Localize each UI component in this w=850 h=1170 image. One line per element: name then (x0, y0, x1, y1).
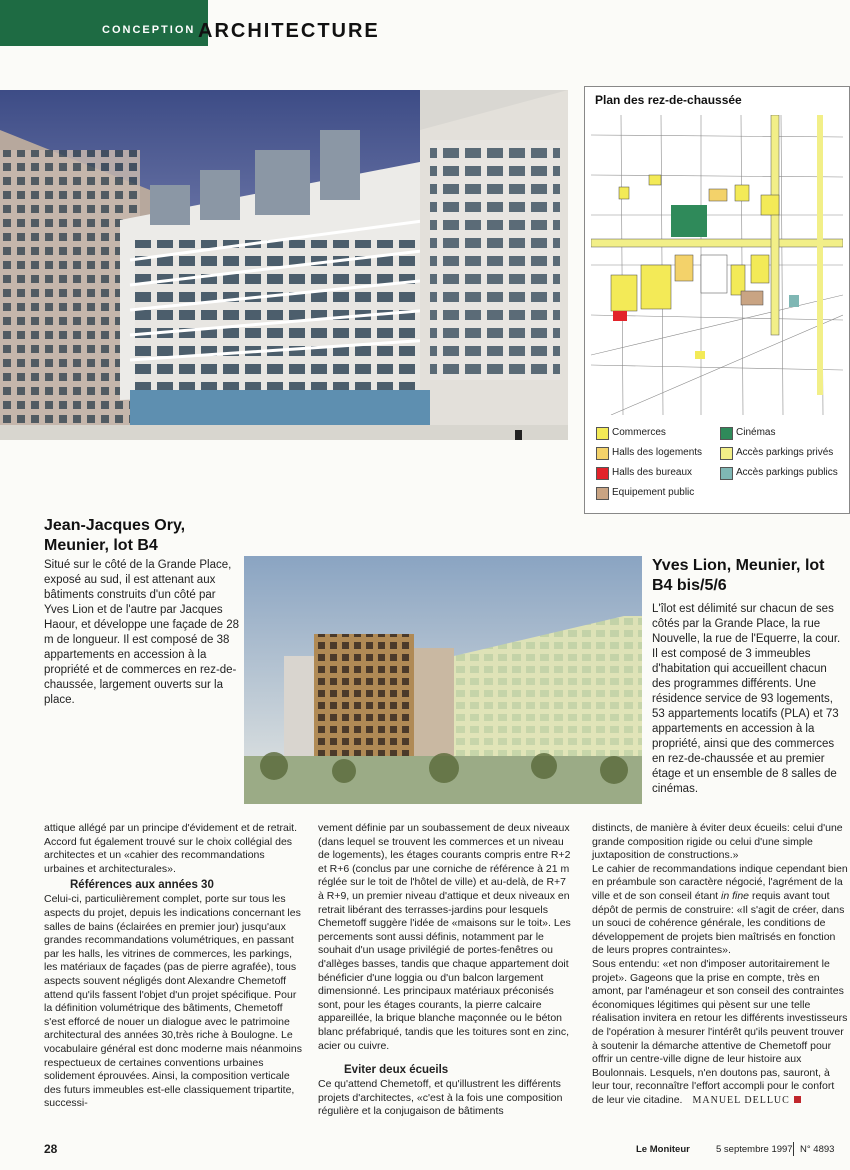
plan-title: Plan des rez-de-chaussée (595, 93, 742, 107)
issue-date: 5 septembre 1997 (716, 1144, 793, 1155)
building-rendering-lot-b4bis (244, 556, 642, 804)
end-mark (794, 1096, 801, 1103)
page-number: 28 (44, 1142, 58, 1156)
paragraph: distincts, de manière à éviter deux écueils: celui d'une grande composition rigide ou celui d'une simple juxtaposition de constructions.» (592, 822, 843, 862)
subheading: Références aux années 30 (70, 879, 214, 892)
caption-heading-lot-b4: Jean-Jacques Ory, Meunier, lot B4 (44, 517, 186, 554)
section-label: CONCEPTION (102, 24, 196, 36)
subheading: Eviter deux écueils (344, 1064, 449, 1077)
legend-swatch (720, 427, 733, 440)
legend-swatch (596, 487, 609, 500)
footer-divider (793, 1142, 794, 1156)
section-title: ARCHITECTURE (198, 20, 380, 42)
issue-number: N° 4893 (800, 1144, 835, 1155)
caption-heading-lot-b4bis: Yves Lion, Meunier, lot B4 bis/5/6 (652, 557, 825, 594)
paragraph: Le cahier de recommandations indique cependant bien en préambule son caractère négocié, l'agrément de la ville et de son conseil étant in fine requis avant tout dépôt de permis de construire: «Il s'agit de créer, dans un souci de cohérence générale, les conditions de développement de projets bien maîtrisés en fonction de leurs propres contraintes». (592, 862, 848, 957)
paragraph: Celui-ci, particulièrement complet, porte sur tous les aspects du projet, depuis les indications concernant les salles de bains (éclairées en premier jour) jusqu'aux grandes recommandations volumétriques, en passant par les halls, les vitrines de commerces, les parkings, les matériaux de façades (pas de pierre agrafée), tous aspects souvent négligés dont Alexandre Chemetoff attend qu'ils fassent l'objet d'un projet spécifique. Pour la définition volumétrique des bâtiments, Chemetoff s'est efforcé de nouer un dialogue avec le patrimoine architectural des années 30,très riche à Boulogne. Le vocabulaire général est donc moderne mais néanmoins respectueux de certaines conventions urbaines solidement éprouvées. Ainsi, la composition verticale des futurs immeubles est-elle classiquement tripartite, successi- (44, 893, 302, 1110)
plan-legend: Commerces Cinémas Halls des logements Accès parkings privés Halls des bureaux Accès parkings publics Equipement public (592, 424, 842, 510)
author-signature: MANUEL DELLUC (692, 1094, 790, 1106)
paragraph: Ce qu'attend Chemetoff, et qu'illustrent les différents projets d'architectes, «c'est à la fois une composition régulière et la conjugaison de bâtiments (318, 1078, 563, 1118)
magazine-name: Le Moniteur (636, 1144, 690, 1155)
caption-body-lot-b4: Situé sur le côté de la Grande Place, exposé au sud, il est attenant aux bâtiments construits d'un côté par Yves Lion et de l'autre par Jacques Haour, et développe une façade de 28 m de longueur. Il est composé de 38 appartements en accession à la propriété et de commerces en rez-de-chaussée, largement ouverts sur la place. (44, 559, 240, 706)
legend-swatch (596, 447, 609, 460)
legend-swatch (596, 427, 609, 440)
header-band (0, 0, 208, 46)
article-column-2 (318, 822, 574, 1119)
article-column-3 (592, 822, 848, 1107)
caption-body-lot-b4bis: L'îlot est délimité sur chacun de ses côtés par la Grande Place, la rue Nouvelle, la rue de l'Equerre, la cour. Il est composé de 3 immeubles d'habitation qui accueillent chacun des programmes différents. Une résidence service de 93 logements, 53 appartements locatifs (PLA) et 73 appartements en accession à la propriété, ainsi que des commerces en rez-de-chaussée et au premier étage et un ensemble de 8 salles de cinémas. (652, 603, 841, 795)
legend-swatch (596, 467, 609, 480)
article-column-1 (44, 822, 302, 1111)
paragraph: vement définie par un soubassement de deux niveaux (dans lequel se trouvent les commerces et un niveau de logements), les étages courants compris entre R+2 et R+6 (conclus par une corniche de référence à 21 m réglée sur le toit de l'hôtel de ville) et au-delà, de R+7 à R+9, un premier niveau d'attique et deux niveaux en retrait libérant des terrasses-jardins pour lesquels Chemetoff suggère l'idée de «maisons sur le toit». Les percements sont aussi définis, notamment par le souhait d'un usage privilégié de portes-fenêtres ou d'allèges basses, tandis que chaque appartement doit bénéficier d'une loggia ou d'un balcon largement dimensionné. Les principaux matériaux préconisés sont, pour les étages courants, la pierre calcaire appareillée, la brique blanche maçonnée ou le béton blanc préfabriqué, tandis que les toitures sont en zinc, acier ou cuivre. (318, 822, 571, 1052)
building-rendering-lot-b4 (0, 90, 568, 440)
legend-swatch (720, 467, 733, 480)
paragraph: attique allégé par un principe d'évidement et de retrait. Accord fut également trouvé sur le choix collégial des architectes et un «cahier des recommandations urbaines et architecturales». (44, 822, 297, 875)
legend-swatch (720, 447, 733, 460)
paragraph: Sous entendu: «et non d'imposer autoritairement le projet». Gageons que la prise en compte, très en amont, par l'aménageur et son conseil des contraintes économiques légitimes qui pèsent sur une telle réalisation invitera en retour les différents investisseurs de l'opération à mesurer l'intérêt qu'ils peuvent trouver à soutenir la démarche attentive de Chemetoff pour offrir un centre-ville digne de leur histoire aux Boulonnais. Lesquels, n'en doutons pas, sauront, à leur tour, reconnaître l'effort accompli pour le confort de leur vie citadine. MANUEL DELLUC (592, 957, 848, 1106)
